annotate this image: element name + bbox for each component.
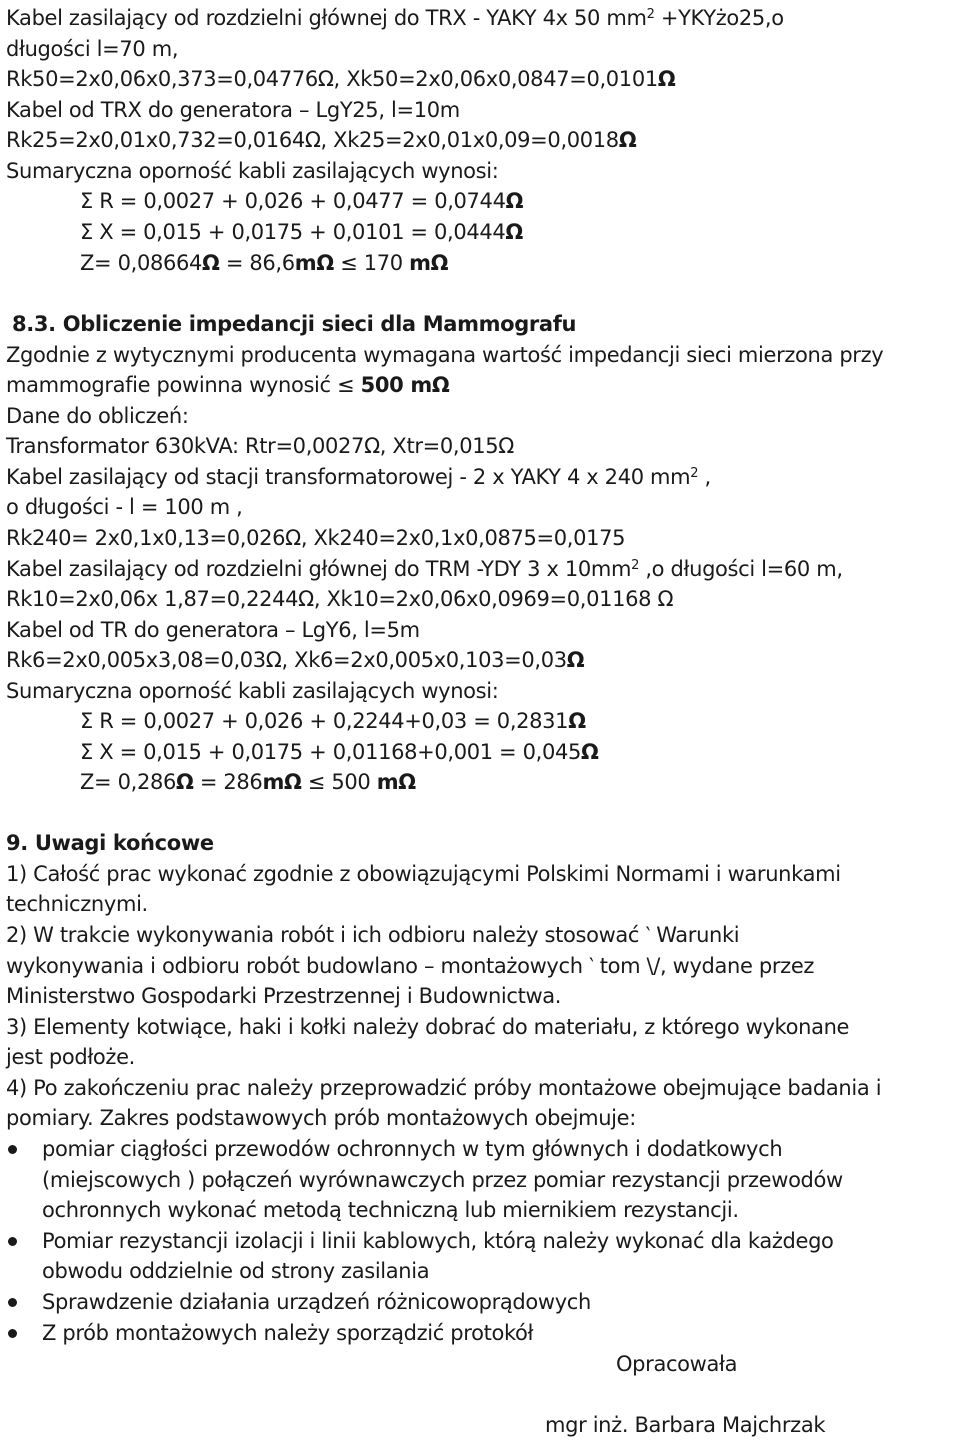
text: Z= 0,08664: [80, 251, 202, 275]
remark-1-line2: technicznymi.: [6, 892, 148, 916]
unit: Ω: [505, 189, 524, 213]
text: +YKYżo25,o: [654, 6, 784, 30]
text: Kabel zasilający od stacji transformatorowej - 2 x YAKY 4 x 240 mm: [6, 465, 691, 489]
text: ,: [698, 465, 711, 489]
signature-name: mgr inż. Barbara Majchrzak: [545, 1413, 826, 1437]
bullet-1-line2: (miejscowych ) połączeń wyrównawczych przez pomiar rezystancji przewodów: [42, 1168, 843, 1192]
text: Z= 0,286: [80, 770, 176, 794]
bullet-dot: [8, 1145, 17, 1154]
bullet-1-line3: ochronnych wykonać metodą techniczną lub miernikiem rezystancji.: [42, 1198, 739, 1222]
text: Kabel zasilający od rozdzielni głównej do TRM -YDY 3 x 10mm: [6, 557, 632, 581]
unit: mΩ: [262, 770, 302, 794]
s83-cable-trm: [6, 554, 843, 584]
intro-line-generator-cable: Kabel od TRX do generatora – LgY25, l=10m: [6, 98, 460, 122]
unit: mΩ: [376, 770, 416, 794]
remark-2-line1: 2) W trakcie wykonywania robót i ich odbioru należy stosować ‵ Warunki: [6, 923, 740, 947]
text: Rk6=2x0,005x3,08=0,03Ω, Xk6=2x0,005x0,103=0,03: [6, 648, 567, 672]
text: ,o długości l=60 m,: [639, 557, 843, 581]
intro-line-sum-intro: Sumaryczna oporność kabli zasilających wynosi:: [6, 159, 499, 183]
remark-1-line1: 1) Całość prac wykonać zgodnie z obowiązującymi Polskimi Normami i warunkami: [6, 862, 841, 886]
unit: Ω: [618, 128, 637, 152]
text: = 286: [193, 770, 263, 794]
text: = 86,6: [219, 251, 295, 275]
text: Rk25=2x0,01x0,732=0,0164Ω, Xk25=2x0,01x0,09=0,0018: [6, 128, 619, 152]
unit: Ω: [505, 220, 523, 244]
s83-sum-x: [80, 737, 599, 767]
superscript: 2: [646, 7, 655, 22]
unit: Ω: [581, 740, 599, 764]
unit: mΩ: [294, 251, 334, 275]
unit: Ω: [568, 709, 586, 733]
value: 500 mΩ: [360, 373, 450, 397]
intro-sum-r: [80, 186, 523, 216]
superscript: 2: [631, 558, 640, 573]
unit: Ω: [175, 770, 194, 794]
text: ≤ 500: [301, 770, 377, 794]
intro-sum-x: [80, 217, 523, 247]
intro-impedance: [80, 248, 448, 278]
text: Σ X = 0,015 + 0,0175 + 0,01168+0,001 = 0,045: [80, 740, 581, 764]
s83-paragraph-line1: Zgodnie z wytycznymi producenta wymagana wartość impedancji sieci mierzona przy: [6, 343, 884, 367]
s83-rk240: Rk240= 2x0,1x0,13=0,026Ω, Xk240=2x0,1x0,0875=0,0175: [6, 526, 626, 550]
remark-2-line2: wykonywania i odbioru robót budowlano – montażowych ‵ tom \/, wydane przez: [6, 954, 815, 978]
s83-impedance: [80, 767, 416, 797]
bullet-1-line1: pomiar ciągłości przewodów ochronnych w tym głównych i dodatkowych: [42, 1137, 783, 1161]
remark-3-line1: 3) Elementy kotwiące, haki i kołki należy dobrać do materiału, z którego wykonane: [6, 1015, 850, 1039]
signature-label: Opracowała: [616, 1352, 738, 1376]
s83-cable-station: [6, 462, 711, 492]
remark-2-line3: Ministerstwo Gospodarki Przestrzennej i Budownictwa.: [6, 984, 562, 1008]
unit: Ω: [657, 67, 676, 91]
section-heading-9: 9. Uwagi końcowe: [6, 831, 214, 855]
bullet-dot: [8, 1298, 17, 1307]
unit: Ω: [202, 251, 220, 275]
bullet-dot: [8, 1329, 17, 1338]
bullet-dot: [8, 1237, 17, 1246]
text: mammografie powinna wynosić ≤: [6, 373, 361, 397]
s83-paragraph-line2: [6, 370, 449, 400]
bullet-2-line1: Pomiar rezystancji izolacji i linii kablowych, którą należy wykonać dla każdego: [42, 1229, 834, 1253]
bullet-2-line2: obwodu oddzielnie od strony zasilania: [42, 1259, 430, 1283]
s83-sum-intro: Sumaryczna oporność kabli zasilających wynosi:: [6, 679, 499, 703]
intro-line-rk50: [6, 64, 675, 94]
bullet-4: Z prób montażowych należy sporządzić protokół: [42, 1321, 534, 1345]
s83-sum-r: [80, 706, 586, 736]
text: Σ R = 0,0027 + 0,026 + 0,0477 = 0,0744: [80, 189, 506, 213]
s83-cable-generator: Kabel od TR do generatora – LgY6, l=5m: [6, 618, 420, 642]
s83-cable-station-length: o długości - l = 100 m ,: [6, 495, 243, 519]
unit: Ω: [566, 648, 585, 672]
s83-transformer: Transformator 630kVA: Rtr=0,0027Ω, Xtr=0,015Ω: [6, 434, 514, 458]
intro-line-length: długości l=70 m,: [6, 37, 179, 61]
text: Rk50=2x0,06x0,373=0,04776Ω, Xk50=2x0,06x0,0847=0,0101: [6, 67, 658, 91]
text: Σ R = 0,0027 + 0,026 + 0,2244+0,03 = 0,2831: [80, 709, 569, 733]
remark-4-line2: pomiary. Zakres podstawowych prób montażowych obejmuje:: [6, 1106, 636, 1130]
unit: mΩ: [409, 251, 449, 275]
bullet-3: Sprawdzenie działania urządzeń różnicowoprądowych: [42, 1290, 591, 1314]
s83-rk6: [6, 645, 584, 675]
remark-4-line1: 4) Po zakończeniu prac należy przeprowadzić próby montażowe obejmujące badania i: [6, 1076, 882, 1100]
remark-3-line2: jest podłoże.: [6, 1045, 135, 1069]
section-heading-8-3: 8.3. Obliczenie impedancji sieci dla Mammografu: [12, 312, 577, 336]
intro-line-cable-trx: [6, 3, 784, 33]
s83-rk10: Rk10=2x0,06x 1,87=0,2244Ω, Xk10=2x0,06x0,0969=0,01168 Ω: [6, 587, 674, 611]
superscript: 2: [690, 466, 699, 481]
intro-line-rk25: [6, 125, 636, 155]
text: ≤ 170: [333, 251, 410, 275]
text: Kabel zasilający od rozdzielni głównej do TRX - YAKY 4x 50 mm: [6, 6, 647, 30]
text: Σ X = 0,015 + 0,0175 + 0,0101 = 0,0444: [80, 220, 506, 244]
s83-input-data-label: Dane do obliczeń:: [6, 404, 189, 428]
